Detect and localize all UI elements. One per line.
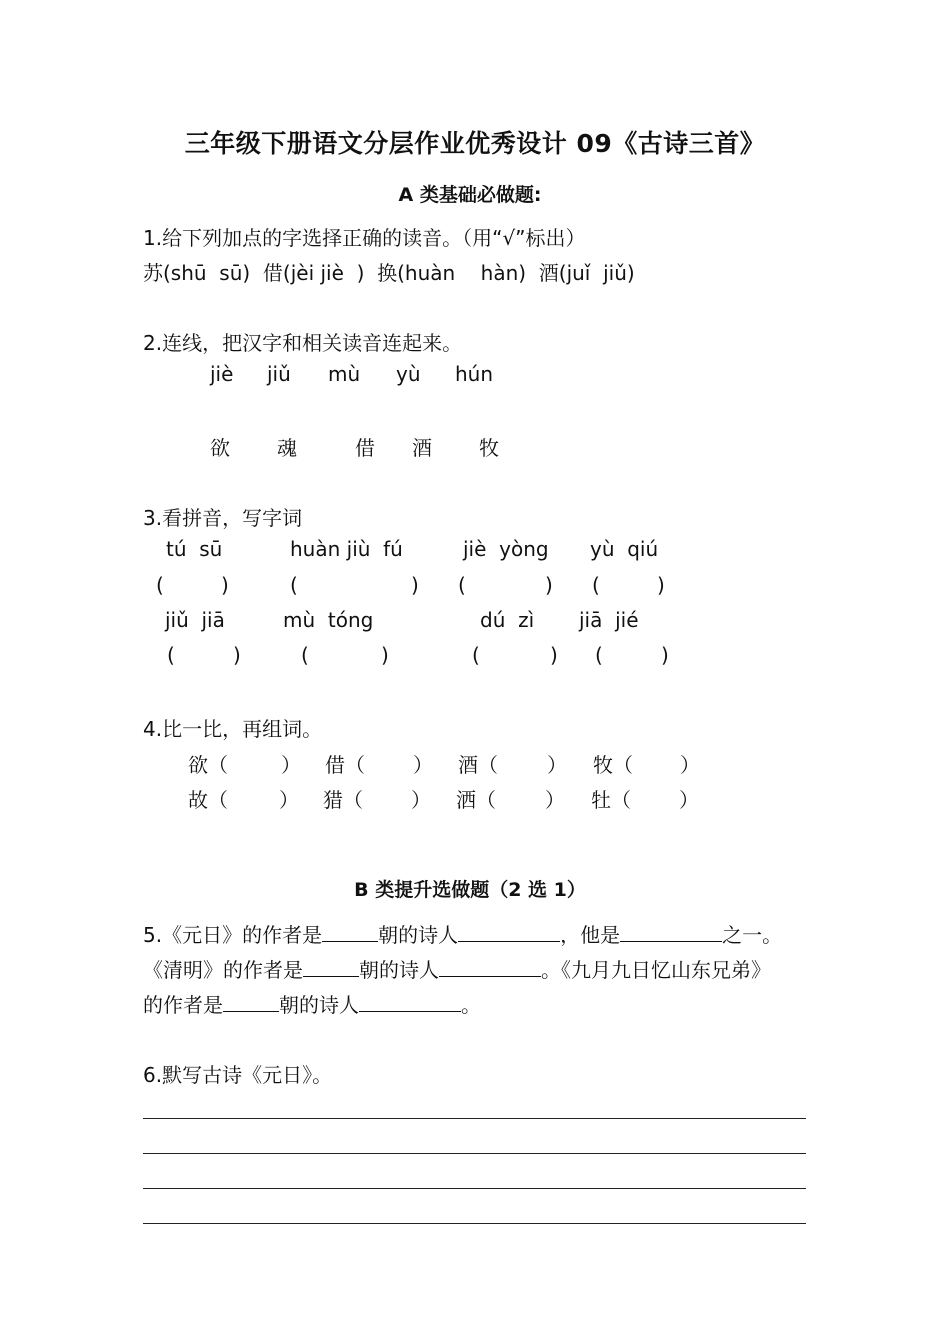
q4-char-2: 借（ xyxy=(325,753,365,777)
q2-prompt: 2.连线，把汉字和相关读音连起来。 xyxy=(143,331,463,355)
q2-pinyin-2[interactable]: jiǔ xyxy=(267,362,291,386)
q3-paren-open: ( xyxy=(458,573,466,597)
q5-text: 的作者是 xyxy=(143,993,223,1017)
q2-pinyin-4[interactable]: yù xyxy=(396,362,421,386)
q4-close: ） xyxy=(281,753,301,777)
q4-close: ） xyxy=(279,788,299,812)
q3-pinyin-3: jiè yòng xyxy=(463,537,549,561)
q5-text: 《清明》的作者是 xyxy=(143,958,303,982)
page-title: 三年级下册语文分层作业优秀设计 09《古诗三首》 xyxy=(184,129,766,158)
answer-blank[interactable] xyxy=(223,993,279,1012)
q5-text: 朝的诗人 xyxy=(378,923,459,947)
q4-char-8: 牡（ xyxy=(591,788,631,812)
q4-close: ） xyxy=(411,788,431,812)
q4-char-3: 酒（ xyxy=(458,753,498,777)
q5-line-3 xyxy=(143,989,481,1018)
q2-char-4[interactable]: 酒 xyxy=(412,436,432,460)
q3-paren-open: ( xyxy=(156,573,164,597)
q2-char-1[interactable]: 欲 xyxy=(210,436,230,460)
answer-blank[interactable] xyxy=(439,958,541,977)
q1-options[interactable]: 苏(shū sū) 借(jèi jiè ) 换(huàn hàn) 酒(juǐ jiǔ) xyxy=(143,261,635,285)
q3-paren-close: ) xyxy=(233,643,241,667)
q3-paren-close: ) xyxy=(221,573,229,597)
q4-char-5: 故（ xyxy=(188,788,228,812)
q2-char-5[interactable]: 牧 xyxy=(479,436,499,460)
writing-line[interactable] xyxy=(143,1153,806,1154)
q3-pinyin-8: jiā jié xyxy=(579,608,639,632)
q5-text: 5.《元日》的作者是 xyxy=(143,923,323,947)
q3-paren-close: ) xyxy=(661,643,669,667)
q4-char-6: 猎（ xyxy=(323,788,363,812)
q5-line-1 xyxy=(143,919,782,948)
q3-paren-close: ) xyxy=(657,573,665,597)
q2-pinyin-3[interactable]: mù xyxy=(328,362,361,386)
q3-paren-open: ( xyxy=(592,573,600,597)
writing-line[interactable] xyxy=(143,1118,806,1119)
q4-close: ） xyxy=(545,788,565,812)
q3-pinyin-2: huàn jiù fú xyxy=(290,537,403,561)
q5-text: 朝的诗人 xyxy=(279,993,359,1017)
section-a-heading: A 类基础必做题: xyxy=(398,184,542,206)
q2-char-3[interactable]: 借 xyxy=(355,436,375,460)
writing-line[interactable] xyxy=(143,1188,806,1189)
answer-blank[interactable] xyxy=(322,923,378,942)
q3-pinyin-5: jiǔ jiā xyxy=(165,608,225,632)
q5-text: ，他是 xyxy=(560,923,621,947)
q4-close: ） xyxy=(679,788,699,812)
q5-text: 。 xyxy=(461,993,481,1017)
q5-text: 朝的诗人 xyxy=(359,958,439,982)
q4-close: ） xyxy=(680,753,700,777)
q3-pinyin-1: tú sū xyxy=(166,537,223,561)
q2-char-2[interactable]: 魂 xyxy=(277,436,297,460)
q3-prompt: 3.看拼音，写字词 xyxy=(143,506,303,530)
answer-blank[interactable] xyxy=(359,993,461,1012)
q5-text: 之一。 xyxy=(722,923,783,947)
q3-paren-close: ) xyxy=(550,643,558,667)
answer-blank[interactable] xyxy=(620,923,722,942)
q3-paren-close: ) xyxy=(545,573,553,597)
q3-pinyin-7: dú zì xyxy=(480,608,535,632)
q2-pinyin-5[interactable]: hún xyxy=(455,362,494,386)
section-b-heading: B 类提升选做题（2 选 1） xyxy=(354,879,586,901)
q5-line-2 xyxy=(143,954,771,983)
q4-char-4: 牧（ xyxy=(593,753,633,777)
q5-text: 。《九月九日忆山东兄弟》 xyxy=(541,958,771,982)
q4-close: ） xyxy=(413,753,433,777)
q1-prompt: 1.给下列加点的字选择正确的读音。（用“√”标出） xyxy=(143,226,586,250)
q3-paren-open: ( xyxy=(472,643,480,667)
q3-paren-open: ( xyxy=(167,643,175,667)
q3-paren-close: ) xyxy=(381,643,389,667)
answer-blank[interactable] xyxy=(458,923,560,942)
q4-char-1: 欲（ xyxy=(188,753,228,777)
q3-pinyin-6: mù tóng xyxy=(283,608,374,632)
q3-paren-open: ( xyxy=(595,643,603,667)
q3-paren-open: ( xyxy=(290,573,298,597)
q2-pinyin-1[interactable]: jiè xyxy=(210,362,234,386)
q3-paren-close: ) xyxy=(411,573,419,597)
writing-line[interactable] xyxy=(143,1223,806,1224)
answer-blank[interactable] xyxy=(303,958,359,977)
q6-prompt: 6.默写古诗《元日》。 xyxy=(143,1063,333,1087)
q3-paren-open: ( xyxy=(301,643,309,667)
q3-pinyin-4: yù qiú xyxy=(590,537,659,561)
q4-close: ） xyxy=(547,753,567,777)
q4-prompt: 4.比一比，再组词。 xyxy=(143,717,323,741)
q4-char-7: 洒（ xyxy=(456,788,496,812)
